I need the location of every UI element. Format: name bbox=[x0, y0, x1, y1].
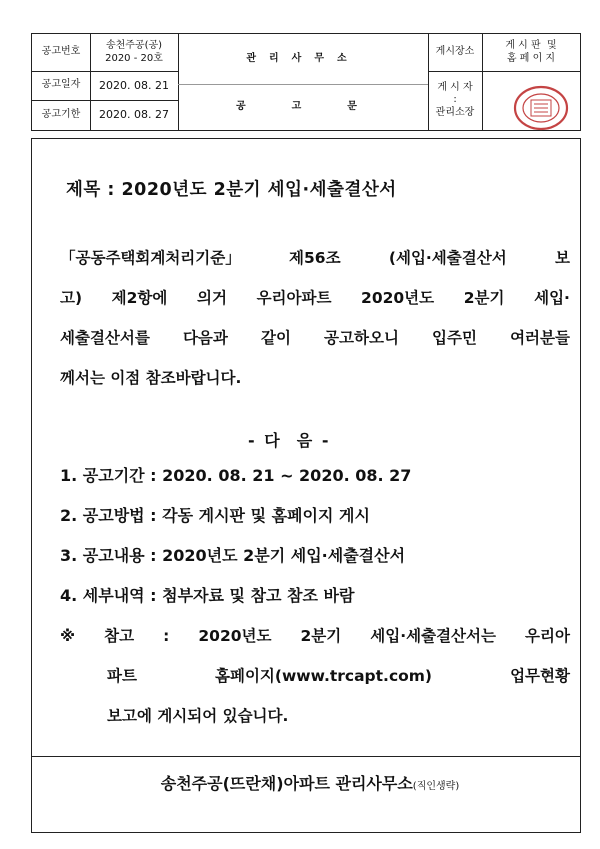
poster-label-line1: 게 시 자 bbox=[437, 81, 473, 93]
word: 업무현황 bbox=[510, 667, 570, 685]
notice-paragraph bbox=[60, 238, 570, 398]
word: 다음과 bbox=[182, 329, 228, 347]
word: ※ bbox=[60, 627, 76, 645]
word: 파트 bbox=[107, 667, 137, 685]
word: 고) bbox=[60, 289, 83, 307]
details-heading: - 다 음 - bbox=[248, 431, 331, 450]
paragraph-line: 께서는 이점 참조바랍니다. bbox=[60, 369, 242, 387]
notice-date-value: 2020. 08. 21 bbox=[99, 78, 169, 92]
word: 세출결산서를 bbox=[60, 329, 150, 347]
word: 보 bbox=[555, 249, 570, 267]
word: 의거 bbox=[197, 289, 227, 307]
word: 제56조 bbox=[289, 249, 341, 267]
official-seal-stamp bbox=[510, 84, 572, 132]
reference-note bbox=[60, 616, 570, 736]
notice-number-line2: 2020 - 20호 bbox=[105, 52, 163, 64]
word: 우리아파트 bbox=[256, 289, 332, 307]
list-item: 1. 공고기간 : 2020. 08. 21 ~ 2020. 08. 27 bbox=[60, 466, 412, 485]
poster-label-line3: 관리소장 bbox=[435, 106, 475, 118]
note-line bbox=[60, 616, 570, 656]
post-place-label: 게시장소 bbox=[435, 46, 475, 58]
post-place-line2: 홈 페 이 지 bbox=[506, 52, 556, 64]
paragraph-line bbox=[60, 278, 570, 318]
notice-number-value bbox=[90, 34, 178, 71]
office-title: 관리사무소 bbox=[246, 52, 360, 64]
word: 세입· bbox=[534, 289, 570, 307]
note-line bbox=[107, 656, 570, 696]
word: : bbox=[163, 627, 170, 645]
post-place-line1: 게 시 판 및 bbox=[505, 40, 557, 51]
word: 「공동주택회계처리기준」 bbox=[60, 249, 241, 267]
notice-deadline-value: 2020. 08. 27 bbox=[99, 108, 169, 122]
paragraph-line bbox=[60, 318, 570, 358]
word: (세입·세출결산서 bbox=[388, 249, 507, 267]
seal-omitted-note: (직인생략) bbox=[412, 781, 460, 792]
word: 세입·세출결산서는 bbox=[370, 627, 496, 645]
notice-title: 공 고 문 bbox=[236, 100, 370, 112]
issuer-name: 송천주공(뜨란채)아파트 관리사무소 bbox=[160, 774, 413, 793]
notice-date-label: 공고일자 bbox=[41, 79, 81, 91]
word: 공고하오니 bbox=[324, 329, 399, 347]
issuer-footer bbox=[60, 771, 560, 794]
poster-label bbox=[428, 71, 482, 130]
word: 2분기 bbox=[300, 627, 342, 645]
word: 여러분들 bbox=[510, 329, 570, 347]
word: 제2항에 bbox=[111, 289, 168, 307]
word: 우리아 bbox=[525, 627, 570, 645]
footer-divider bbox=[32, 756, 580, 757]
notice-items-list bbox=[60, 456, 580, 616]
word: 2분기 bbox=[463, 289, 505, 307]
notice-number-line1: 송천주공(공) bbox=[105, 40, 163, 51]
paragraph-line bbox=[60, 238, 570, 278]
list-item: 3. 공고내용 : 2020년도 2분기 세입·세출결산서 bbox=[60, 546, 406, 565]
post-place-value bbox=[482, 34, 580, 71]
word: 2020년도 bbox=[361, 289, 435, 307]
word: 홈페이지(www.trcapt.com) bbox=[215, 667, 433, 685]
notice-header-table bbox=[31, 33, 581, 131]
list-item: 2. 공고방법 : 각동 게시판 및 홈페이지 게시 bbox=[60, 506, 370, 525]
poster-label-line2: : bbox=[453, 94, 457, 106]
word: 2020년도 bbox=[198, 627, 272, 645]
notice-number-label: 공고번호 bbox=[41, 46, 81, 58]
list-item: 4. 세부내역 : 첨부자료 및 참고 참조 바람 bbox=[60, 586, 355, 605]
notice-deadline-label: 공고기한 bbox=[41, 108, 81, 120]
word: 같이 bbox=[260, 329, 291, 347]
note-line: 보고에 게시되어 있습니다. bbox=[107, 707, 289, 725]
word: 참고 bbox=[104, 627, 135, 645]
notice-subject: 제목 : 2020년도 2분기 세입·세출결산서 bbox=[66, 180, 397, 200]
word: 입주민 bbox=[432, 329, 477, 347]
